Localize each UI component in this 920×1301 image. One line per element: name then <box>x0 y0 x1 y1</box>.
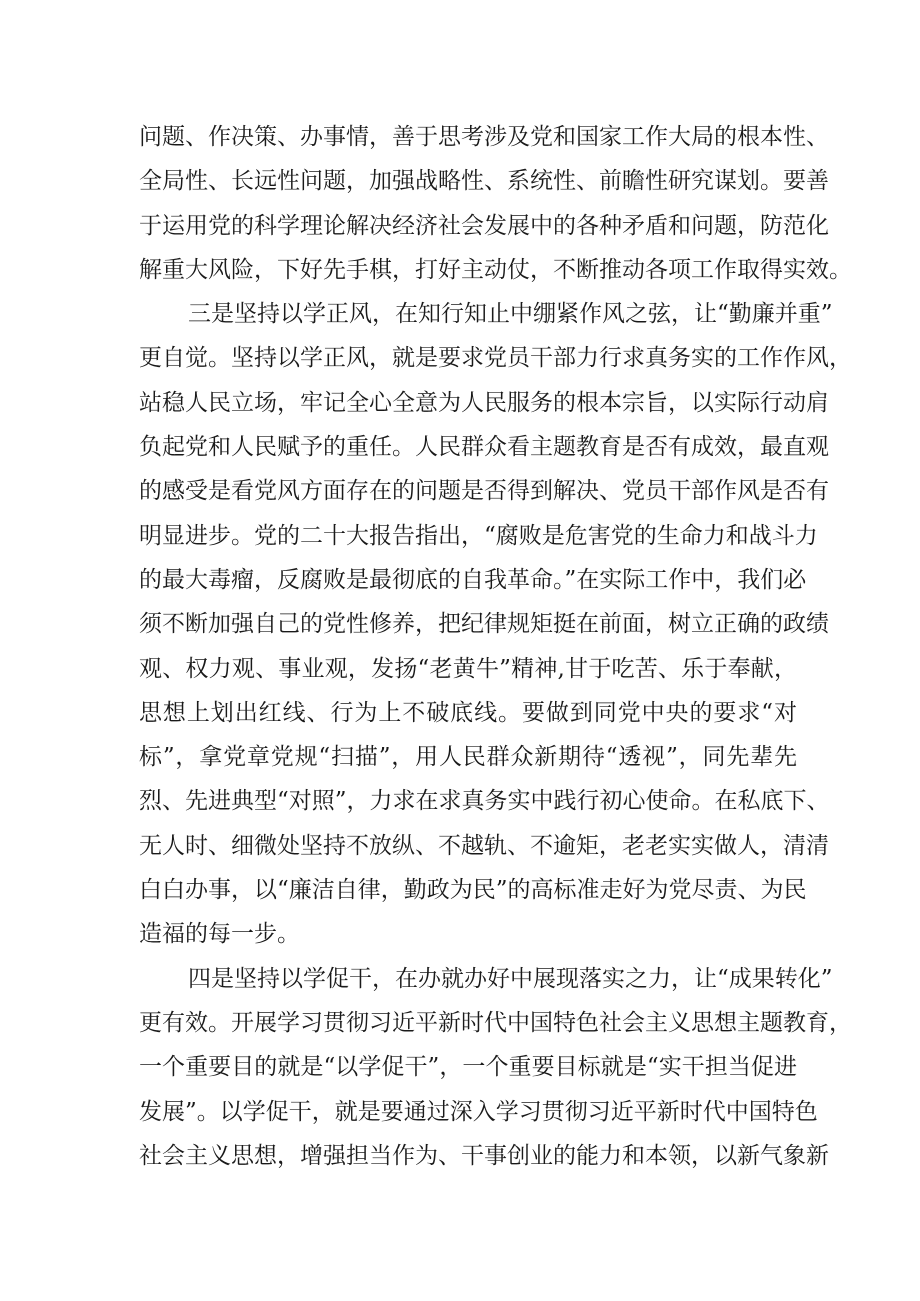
text-line: 须不断加强自己的党性修养，把纪律规矩挺在前面，树立正确的政绩 <box>139 611 829 638</box>
text-line: 烈、先进典型“对照”，力求在求真务实中践行初心使命。在私底下、 <box>139 788 830 815</box>
text-line: 的感受是看党风方面存在的问题是否得到解决、党员干部作风是否有 <box>139 478 829 505</box>
text-line: 明显进步。党的二十大报告指出，“腐败是危害党的生命力和战斗力 <box>139 522 818 549</box>
text-line: 站稳人民立场，牢记全心全意为人民服务的根本宗旨，以实际行动肩 <box>139 389 829 416</box>
text-line: 思想上划出红线、行为上不破底线。要做到同党中央的要求“对 <box>139 699 797 726</box>
text-line: 白白办事，以“廉洁自律，勤政为民”的高标准走好为党尽责、为民 <box>139 877 807 904</box>
document-body <box>139 115 852 1178</box>
text-line: 标”，拿党章党规“扫描”，用人民群众新期待“透视”，同先辈先 <box>139 744 797 771</box>
text-line: 于运用党的科学理论解决经济社会发展中的各种矛盾和问题，防范化 <box>139 212 829 239</box>
text-line: 问题、作决策、办事情，善于思考涉及党和国家工作大局的根本性、 <box>139 124 829 150</box>
text-line: 社会主义思想，增强担当作为、干事创业的能力和本领，以新气象新 <box>139 1142 829 1169</box>
text-line: 全局性、长远性问题，加强战略性、系统性、前瞻性研究谋划。要善 <box>139 168 829 195</box>
text-line: 更有效。开展学习贯彻习近平新时代中国特色社会主义思想主题教育， <box>139 1009 852 1036</box>
paragraph-first-line: 四是坚持以学促干，在办就办好中展现落实之力，让“成果转化” <box>188 965 833 992</box>
text-line: 更自觉。坚持以学正风，就是要求党员干部力行求真务实的工作作风， <box>139 345 852 372</box>
paragraph-last-line: 造福的每一步。 <box>139 921 300 948</box>
paragraph-first-line: 三是坚持以学正风，在知行知止中绷紧作风之弦，让“勤廉并重” <box>188 301 833 328</box>
text-line: 无人时、细微处坚持不放纵、不越轨、不逾矩，老老实实做人，清清 <box>139 832 829 859</box>
text-line: 发展”。以学促干，就是要通过深入学习贯彻习近平新时代中国特色 <box>139 1098 818 1125</box>
text-line: 负起党和人民赋予的重任。人民群众看主题教育是否有成效，最直观 <box>139 434 829 461</box>
text-line: 一个重要目的就是“以学促干”，一个重要目标就是“实干担当促进 <box>139 1054 797 1081</box>
text-line: 解重大风险，下好先手棋，打好主动仗，不断推动各项工作取得实效。 <box>139 256 852 283</box>
text-line: 观、权力观、事业观，发扬“老黄牛”精神,甘于吃苦、乐于奉献， <box>139 655 797 682</box>
text-line: 的最大毒瘤，反腐败是最彻底的自我革命。”在实际工作中，我们必 <box>139 566 807 593</box>
